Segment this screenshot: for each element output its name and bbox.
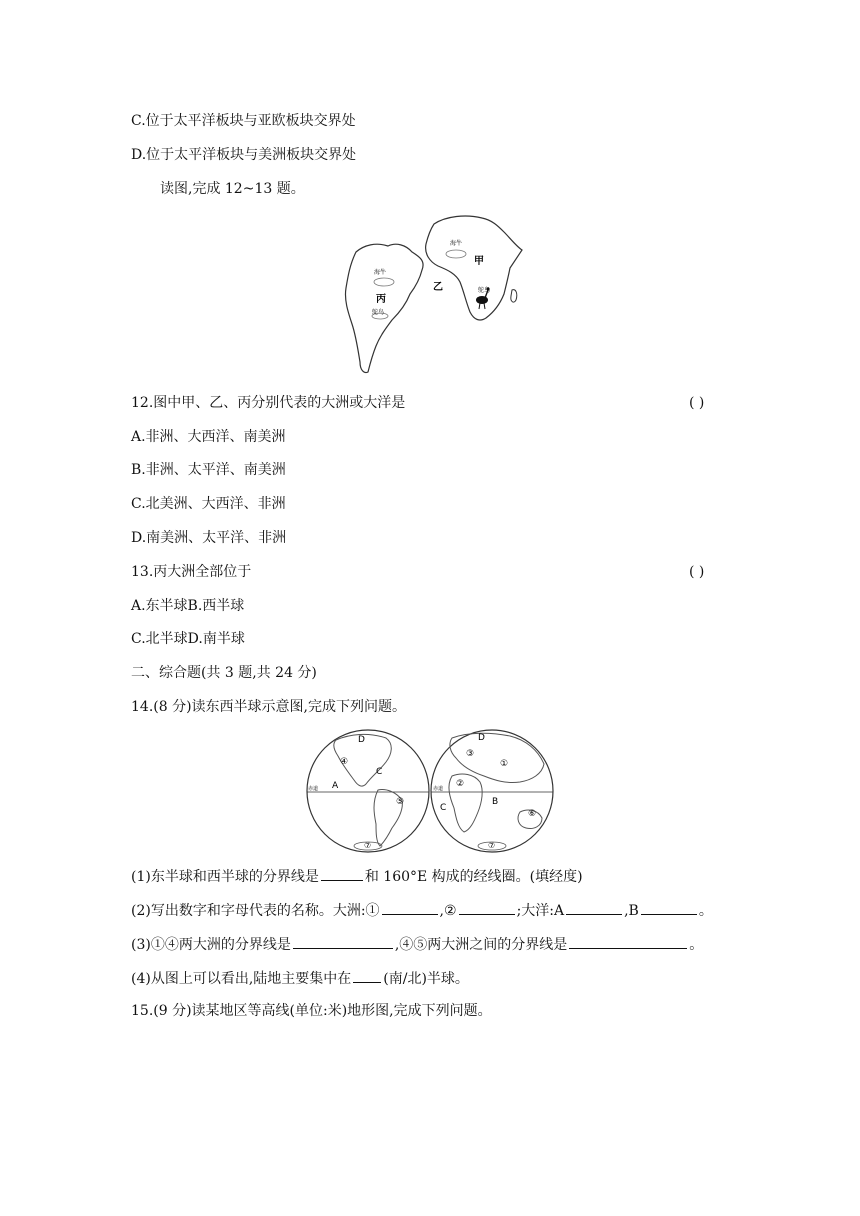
- west-label-d: D: [358, 735, 365, 745]
- q11-option-d: D.位于太平洋板块与美洲板块交界处: [131, 147, 357, 163]
- eurasia-shape: [450, 733, 544, 782]
- q11-option-c: C.位于太平洋板块与亚欧板块交界处: [131, 113, 356, 129]
- q15-stem: 15.(9 分)读某地区等高线(单位:米)地形图,完成下列问题。: [131, 1003, 492, 1019]
- q14-part-2: (2)写出数字和字母代表的名称。大洲:① ,② ;大洋:A ,B 。: [131, 900, 713, 921]
- q14-part1-blank[interactable]: [321, 866, 363, 881]
- q14-stem: 14.(8 分)读东西半球示意图,完成下列问题。: [131, 699, 406, 715]
- west-label-a: A: [332, 781, 339, 791]
- q12-option-a: A.非洲、大西洋、南美洲: [131, 429, 286, 445]
- east-label-b: B: [492, 797, 499, 807]
- africa-shape: [449, 774, 482, 832]
- west-label-5: ⑤: [396, 797, 405, 807]
- q13-options-ab: A.东半球B.西半球: [131, 598, 245, 614]
- map-label-ostrich-sa: 鸵鸟: [372, 309, 385, 316]
- q14-part3-blank-1[interactable]: [293, 934, 393, 949]
- q12-answer-paren: ( ): [689, 395, 705, 411]
- q13-stem: 13.丙大洲全部位于: [131, 564, 252, 580]
- east-label-2: ②: [456, 779, 465, 789]
- equator-label-east: 赤道: [433, 786, 444, 792]
- map-label-jia: 甲: [474, 256, 484, 267]
- manatee-area-africa: [446, 250, 466, 258]
- q14-part2-blank-b[interactable]: [641, 900, 697, 915]
- q14-part2-blank-1[interactable]: [382, 900, 438, 915]
- africa-outline: [426, 216, 522, 320]
- map-label-ostrich-africa: 鸵鸟: [478, 287, 491, 294]
- q12-option-c: C.北美洲、大西洋、非洲: [131, 496, 286, 512]
- q13-options-cd: C.北半球D.南半球: [131, 631, 245, 647]
- hemispheres-map: [306, 728, 554, 854]
- q14-part2-blank-2[interactable]: [459, 900, 515, 915]
- q14-part-1: (1)东半球和西半球的分界线是 和 160°E 构成的经线圈。(填经度): [131, 866, 583, 887]
- manatee-area-sa: [374, 278, 394, 286]
- hemispheres-figure: [306, 728, 554, 854]
- western-hemisphere-circle: [307, 730, 429, 852]
- south-america-outline: [345, 244, 423, 372]
- east-label-d: D: [478, 733, 485, 743]
- west-label-c: C: [376, 767, 383, 777]
- q13-answer-paren: ( ): [689, 564, 705, 580]
- east-label-1: ①: [500, 759, 509, 769]
- q12-stem: 12.图中甲、乙、丙分别代表的大洲或大洋是: [131, 395, 406, 411]
- q14-part3-blank-2[interactable]: [569, 934, 687, 949]
- map-label-manatee-africa: 海牛: [450, 240, 463, 247]
- equator-label-west: 赤道: [308, 786, 319, 792]
- q12-option-b: B.非洲、太平洋、南美洲: [131, 462, 286, 478]
- q14-part-4: (4)从图上可以看出,陆地主要集中在 (南/北)半球。: [131, 968, 469, 989]
- east-label-7: ⑦: [488, 841, 496, 850]
- continents-map: [336, 212, 532, 376]
- q14-part-3: (3)①④两大洲的分界线是 ,④⑤两大洲之间的分界线是 。: [131, 934, 703, 955]
- q12-option-d: D.南美洲、太平洋、非洲: [131, 530, 287, 546]
- west-label-7: ⑦: [364, 841, 372, 850]
- q14-part2-blank-a[interactable]: [566, 900, 622, 915]
- east-label-6: ⑥: [528, 809, 537, 819]
- map-label-manatee-sa: 海牛: [374, 269, 387, 276]
- section-heading: 二、综合题(共 3 题,共 24 分): [131, 665, 317, 681]
- madagascar-outline: [511, 290, 517, 302]
- map-label-yi: 乙: [433, 282, 443, 293]
- instruction-read-figure: 读图,完成 12~13 题。: [160, 181, 305, 197]
- continents-figure: [336, 212, 532, 376]
- map-label-bing: 丙: [376, 294, 386, 305]
- west-label-4: ④: [340, 757, 349, 767]
- east-label-c: C: [440, 803, 447, 813]
- q14-part4-blank[interactable]: [353, 968, 381, 983]
- east-label-3: ③: [466, 749, 475, 759]
